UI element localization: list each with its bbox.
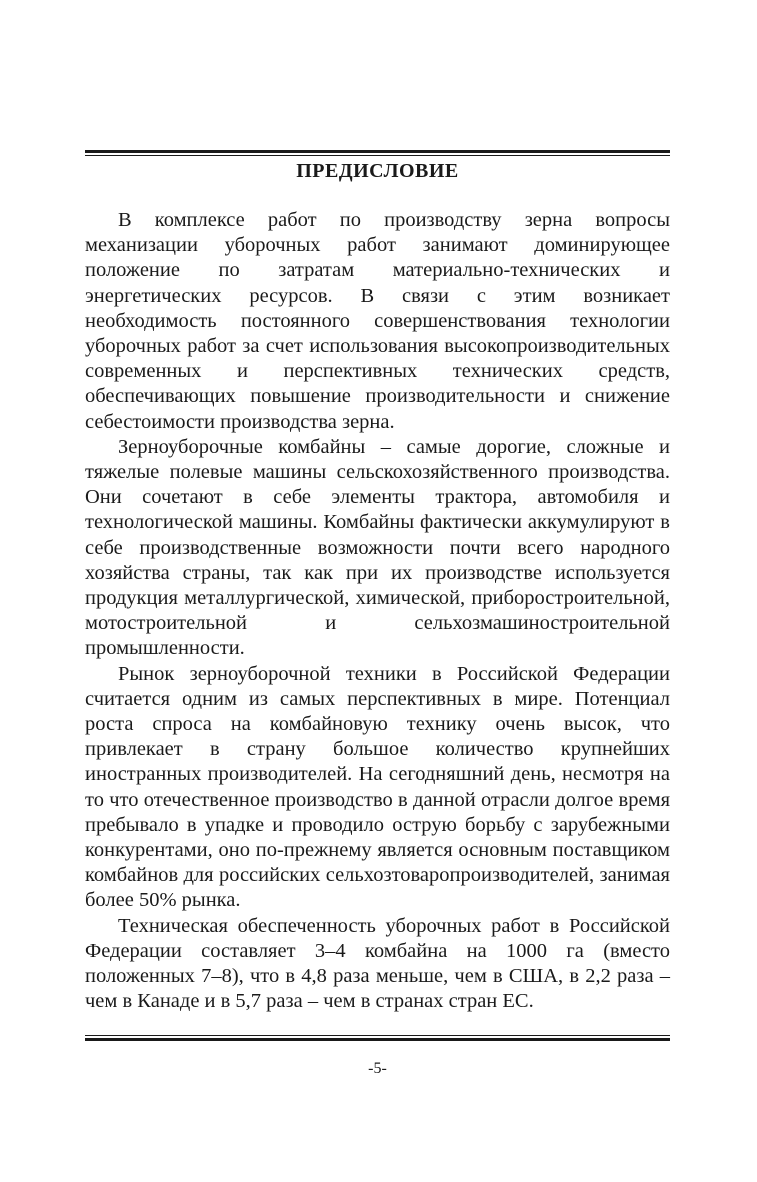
top-rule-thick — [85, 150, 670, 153]
paragraph-3: Рынок зерноуборочной техники в Российской Федерации считается одним из самых перспективных в мире. Потенциал роста спроса на комбайновую технику очень высок, что привлекает в страну большое количество крупнейших иностранных производителей. На сегодняшний день, несмотря на то что отечественное производство в данной отрасли долгое время пребывало в упадке и проводило острую борьбу с зарубежными конкурентами, оно по-прежнему является основным поставщиком комбайнов для российских сельхозтоваропроизводителей, занимая более 50% рынка. — [85, 662, 670, 912]
page-number: -5- — [368, 1060, 387, 1077]
body-text — [85, 208, 670, 1015]
top-rule-thin — [85, 155, 670, 156]
paragraph-1: В комплексе работ по производству зерна вопросы механизации уборочных работ занимают доминирующее положение по затратам материально-технических и энергетических ресурсов. В связи с этим возникает необходимость постоянного совершенствования технологии уборочных работ за счет использования высокопроизводительных современных и перспективных технических средств, обеспечивающих повышение производительности и снижение себестоимости производства зерна. — [85, 209, 670, 433]
paragraph-2: Зерноуборочные комбайны – самые дорогие, сложные и тяжелые полевые машины сельскохозяйственного производства. Они сочетают в себе элементы трактора, автомобиля и технологической машины. Комбайны фактически аккумулируют в себе производственные возможности почти всего народного хозяйства страны, так как при их производстве используется продукция металлургической, химической, приборостроительной, мотостроительной и сельхозмашиностроительной промышленности. — [85, 435, 670, 660]
bottom-rule-thick — [85, 1038, 670, 1041]
page-title: ПРЕДИСЛОВИЕ — [296, 160, 459, 182]
paragraph-4: Техническая обеспеченность уборочных работ в Российской Федерации составляет 3–4 комбайна на 1000 га (вместо положенных 7–8), что в 4,8 раза меньше, чем в США, в 2,2 раза – чем в Канаде и в 5,7 раза – чем в странах стран ЕС. — [85, 914, 670, 1013]
bottom-rule-thin — [85, 1035, 670, 1036]
